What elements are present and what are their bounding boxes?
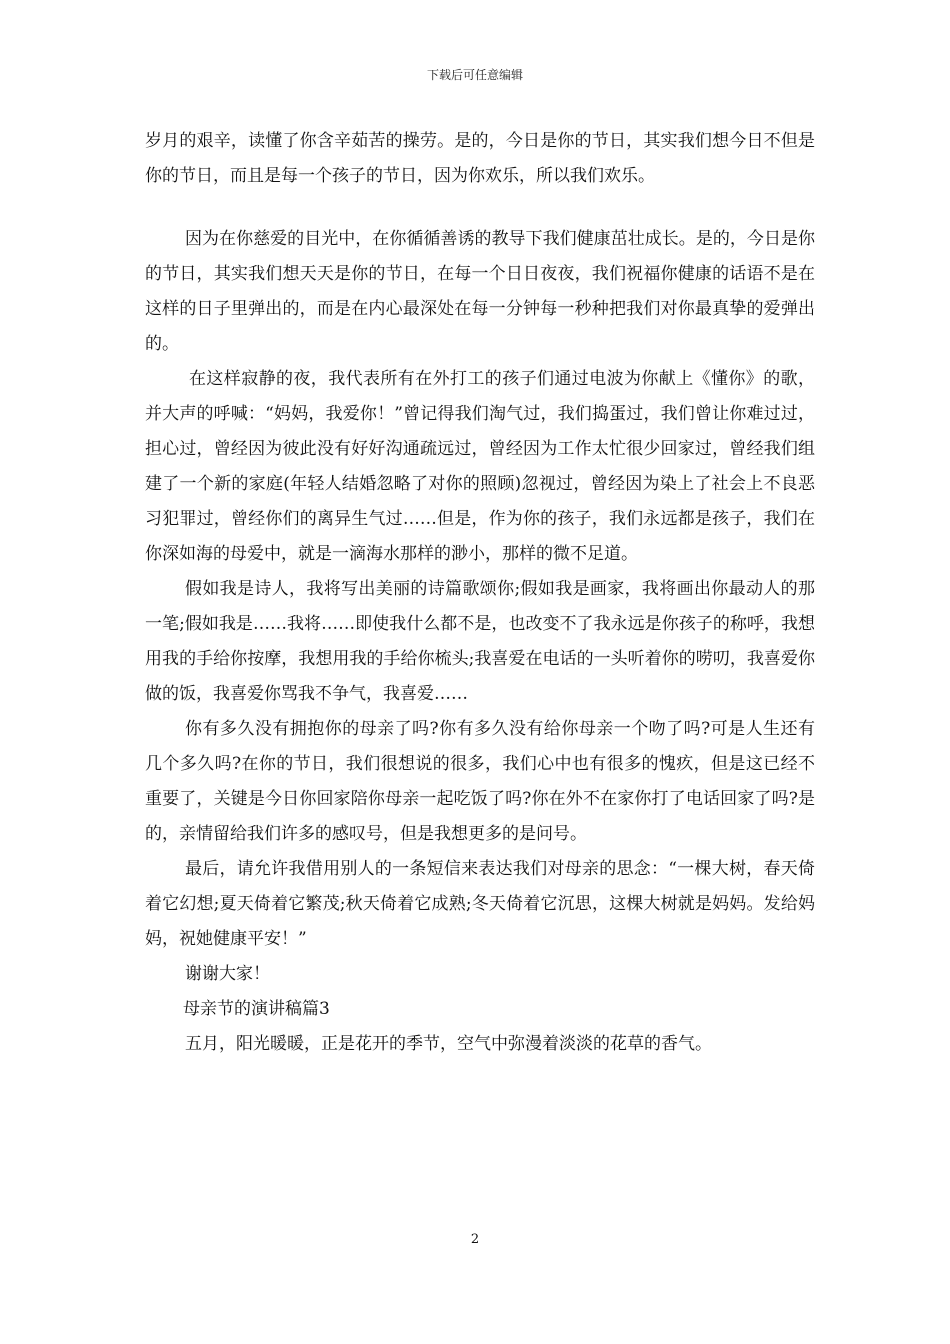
paragraph: 你有多久没有拥抱你的母亲了吗?你有多久没有给你母亲一个吻了吗?可是人生还有几个多久吗?在你的节日，我们很想说的很多，我们心中也有很多的愧疚，但是这已经不重要了，关键是今日你回家陪你母亲一起吃饭了吗?你在外不在家你打了电话回家了吗?是的，亲情留给我们许多的感叹号，但是我想更多的是问号。 bbox=[145, 719, 815, 844]
page-number: 2 bbox=[470, 1232, 480, 1247]
closing-line: 谢谢大家！ bbox=[185, 964, 270, 984]
page-header: 下载后可任意编辑 bbox=[426, 68, 523, 82]
paragraph-gap bbox=[145, 194, 815, 222]
paragraph: 五月，阳光暖暖，正是花开的季节，空气中弥漫着淡淡的花草的香气。 bbox=[185, 1034, 712, 1054]
document-body bbox=[145, 124, 815, 1062]
paragraph: 假如我是诗人，我将写出美丽的诗篇歌颂你;假如我是画家，我将画出你最动人的那一笔;假如我是……我将……即使我什么都不是，也改变不了我永远是你孩子的称呼，我想用我的手给你按摩，我想用我的手给你梳头;我喜爱在电话的一头听着你的唠叨，我喜爱你做的饭，我喜爱你骂我不争气，我喜爱…… bbox=[145, 579, 815, 704]
paragraph-continuation: 岁月的艰辛，读懂了你含辛茹苦的操劳。是的，今日是你的节日，其实我们想今日不但是你的节日，而且是每一个孩子的节日，因为你欢乐，所以我们欢乐。 bbox=[145, 131, 815, 186]
paragraph: 因为在你慈爱的目光中，在你循循善诱的教导下我们健康茁壮成长。是的，今日是你的节日，其实我们想天天是你的节日，在每一个日日夜夜，我们祝福你健康的话语不是在这样的日子里弹出的，而是在内心最深处在每一分钟每一秒种把我们对你最真挚的爱弹出的。 bbox=[145, 229, 815, 354]
section-title: 母亲节的演讲稿篇3 bbox=[183, 999, 330, 1019]
paragraph: 在这样寂静的夜，我代表所有在外打工的孩子们通过电波为你献上《懂你》的歌，并大声的呼喊：“妈妈，我爱你！”曾记得我们淘气过，我们捣蛋过，我们曾让你难过过，担心过，曾经因为彼此没有好好沟通疏远过，曾经因为工作太忙很少回家过，曾经我们组建了一个新的家庭(年轻人结婚忽略了对你的照顾)忽视过，曾经因为染上了社会上不良恶习犯罪过，曾经你们的离异生气过……但是，作为你的孩子，我们永远都是孩子，我们在你深如海的母爱中，就是一滴海水那样的渺小，那样的微不足道。 bbox=[145, 369, 815, 564]
paragraph: 最后，请允许我借用别人的一条短信来表达我们对母亲的思念：“一棵大树，春天倚着它幻想;夏天倚着它繁茂;秋天倚着它成熟;冬天倚着它沉思，这棵大树就是妈妈。发给妈妈，祝她健康平安！” bbox=[145, 859, 815, 949]
